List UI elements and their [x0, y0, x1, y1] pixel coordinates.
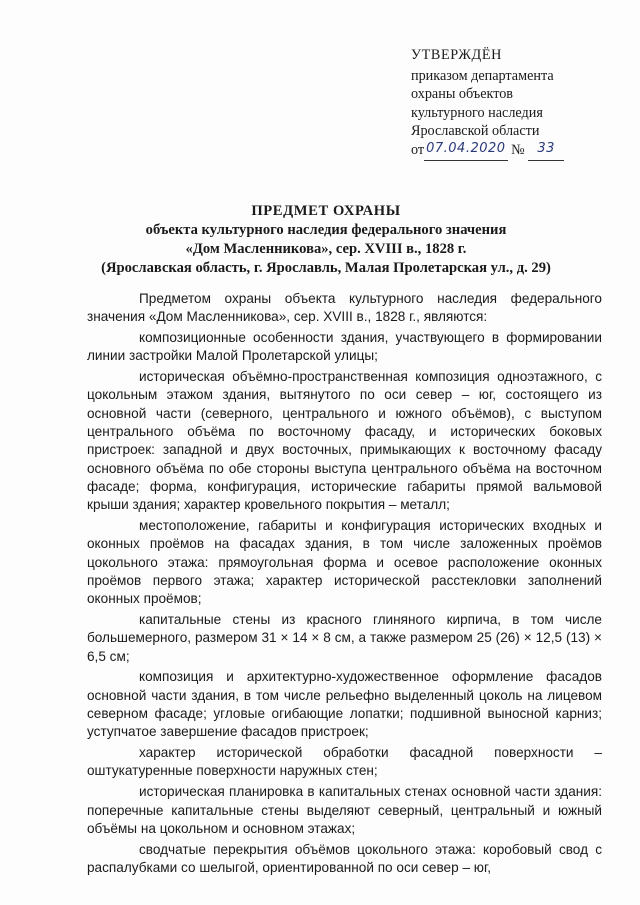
- heading-line: объекта культурного наследия федерального значения: [145, 222, 507, 238]
- approval-line: приказом департамента: [411, 67, 554, 84]
- body-paragraph: местоположение, габариты и конфигурация исторических входных и оконных проёмов на фасадах здания, в том числе заложенных проёмов цокольного этажа: прямоугольная форма и осевое расположение оконных проёмов первого этажа; характер исторической расстекловки заполнений оконных проёмов;: [87, 518, 602, 607]
- number-prefix: №: [511, 141, 525, 158]
- handwritten-date: 07.04.2020: [426, 140, 506, 156]
- approval-line: Ярославской области: [411, 123, 540, 139]
- body-paragraph: историческая планировка в капитальных стенах основной части здания: поперечные капитальные стены выделяют северный, центральный и южный объёмы на цокольном и основном этажах;: [87, 784, 602, 836]
- heading-line: (Ярославская область, г. Ярославль, Малая Пролетарская ул., д. 29): [101, 260, 551, 276]
- date-field: [424, 141, 507, 162]
- handwritten-number: 33: [537, 140, 555, 156]
- body-paragraph: композиция и архитектурно-художественное оформление фасадов основной части здания, в том числе рельефно выделенный цоколь на лицевом северном фасаде; угловые огибающие лопатки; подшивной выносной карниз; уступчатое завершение фасадов пристроек;: [87, 669, 602, 740]
- date-prefix: от: [411, 141, 425, 158]
- approval-line: культурного наследия: [411, 104, 543, 121]
- number-field: [528, 141, 564, 162]
- approval-date-number-line: [411, 141, 611, 162]
- approval-line: охраны объектов: [411, 86, 513, 102]
- body-paragraph: характер исторической обработки фасадной поверхности – оштукатуренные поверхности наружных стен;: [87, 745, 602, 779]
- approval-stamp-block: [411, 46, 611, 161]
- body-paragraph: композиционные особенности здания, участвующего в формировании линии застройки Малой Пролетарской улицы;: [87, 330, 602, 364]
- heading-line: «Дом Масленникова», сер. XVIII в., 1828 г.: [185, 241, 467, 257]
- document-body: [87, 290, 602, 880]
- approval-title: УТВЕРЖДЁН: [411, 47, 502, 63]
- body-paragraph: Предметом охраны объекта культурного наследия федерального значения «Дом Масленникова», сер. XVIII в., 1828 г., являются:: [87, 291, 602, 325]
- document-title: ПРЕДМЕТ ОХРАНЫ: [251, 203, 401, 219]
- body-paragraph: капитальные стены из красного глиняного кирпича, в том числе большемерного, размером 31 × 14 × 8 см, а также размером 25 (26) × 12,5 (13) × 6,5 см;: [87, 612, 602, 664]
- body-paragraph: сводчатые перекрытия объёмов цокольного этажа: коробовый свод с распалубками со шелыгой, ориентированной по оси север – юг,: [87, 841, 602, 875]
- document-heading: [30, 202, 622, 278]
- body-paragraph: историческая объёмно-пространственная композиция одноэтажного, с цокольным этажом здания, вытянутого по оси север – юг, состоящего из основной части (северного, центрального и южного объёмов), с выступом центрального объёма по восточному фасаду, и исторических боковых пристроек: западной и двух восточных, примыкающих к восточному фасаду основного объёма по обе стороны выступа центрального объёма на восточном фасаде; форма, конфигурация, исторические габариты прямой вальмовой крыши здания; характер кровельного покрытия – металл;: [87, 369, 602, 513]
